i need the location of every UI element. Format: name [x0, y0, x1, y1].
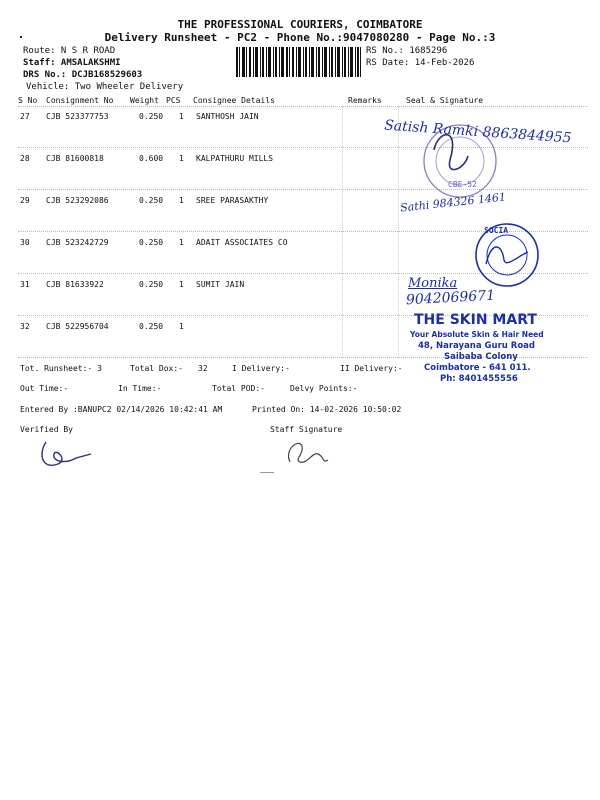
row-pcs: 1	[179, 154, 184, 163]
vehicle-label: Vehicle: Two Wheeler Delivery	[26, 82, 184, 92]
rs-no-label: RS No.: 1685296	[366, 46, 448, 56]
row-pcs: 1	[179, 238, 184, 247]
row-weight: 0.250	[139, 280, 164, 289]
remarks-column-divider	[342, 106, 343, 358]
ii-delivery-label: II Delivery:-	[340, 364, 403, 373]
scan-mark	[20, 36, 22, 38]
total-pod-label: Total POD:-	[212, 384, 265, 393]
row-pcs: 1	[179, 196, 184, 205]
skin-mart-address1: 48, Narayana Guru Road	[418, 341, 535, 351]
row-sno: 31	[20, 280, 30, 289]
row-consignee: ADAIT ASSOCIATES CO	[196, 238, 288, 247]
row-sno: 29	[20, 196, 30, 205]
handwriting-row27: Satish Ramki 8863844955	[383, 117, 573, 147]
verified-by-label: Verified By	[20, 425, 73, 434]
handwriting-row29: Sathi 984326 1461	[399, 190, 507, 215]
runsheet-title: Delivery Runsheet - PC2 - Phone No.:9047080280 - Page No.:3	[104, 31, 496, 44]
row-consignment: CJB 523242729	[46, 238, 109, 247]
row-consignee: SUMIT JAIN	[196, 280, 245, 289]
row-consignment: CJB 522956704	[46, 322, 109, 331]
row-consignee: KALPATHURU MILLS	[196, 154, 274, 163]
table-header-divider	[18, 106, 588, 107]
col-seal: Seal & Signature	[406, 96, 484, 105]
skin-mart-address3: Coimbatore - 641 011.	[424, 363, 531, 373]
row-consignment: CJB 523377753	[46, 112, 109, 121]
row-pcs: 1	[179, 280, 184, 289]
row-consignment: CJB 523292086	[46, 196, 109, 205]
row-consignee: SREE PARASAKTHY	[196, 196, 269, 205]
printed-on: Printed On: 14-02-2026 10:50:02	[252, 405, 402, 414]
row-weight: 0.600	[139, 154, 164, 163]
entered-by: Entered By :BANUPC2 02/14/2026 10:42:41 AM	[20, 405, 223, 414]
row-weight: 0.250	[139, 196, 164, 205]
skin-mart-tagline: Your Absolute Skin & Hair Need	[410, 330, 544, 339]
i-delivery-label: I Delivery:-	[232, 364, 290, 373]
row-sno: 27	[20, 112, 30, 121]
row-sno: 30	[20, 238, 30, 247]
company-title: THE PROFESSIONAL COURIERS, COIMBATORE	[177, 18, 423, 31]
row-consignment: CJB 81600818	[46, 154, 104, 163]
skin-mart-phone: Ph: 8401455556	[440, 374, 518, 384]
stamp-socia-text: SOCIA	[484, 226, 509, 235]
col-pcs: PCS	[166, 96, 181, 105]
out-time-label: Out Time:-	[20, 384, 69, 393]
col-sno: S No	[18, 96, 38, 105]
scan-mark	[260, 472, 274, 473]
row-pcs: 1	[179, 112, 184, 121]
staff-signature	[282, 432, 332, 468]
row-consignee: SANTHOSH JAIN	[196, 112, 259, 121]
rs-date-label: RS Date: 14-Feb-2026	[366, 58, 475, 68]
seal-column-divider	[398, 106, 399, 358]
total-dox-label: Total Dox:-	[130, 364, 183, 373]
skin-mart-address2: Saibaba Colony	[444, 352, 518, 362]
col-consignee: Consignee Details	[193, 96, 275, 105]
row-weight: 0.250	[139, 238, 164, 247]
row-weight: 0.250	[139, 322, 164, 331]
in-time-label: In Time:-	[118, 384, 162, 393]
total-dox-value: 32	[198, 364, 208, 373]
handwriting-row31-phone: 9042069671	[405, 287, 496, 309]
col-consignment: Consignment No	[46, 96, 114, 105]
col-remarks: Remarks	[348, 96, 382, 105]
skin-mart-name: THE SKIN MART	[414, 312, 537, 328]
staff-label: Staff: AMSALAKSHMI	[23, 58, 121, 68]
tot-runsheet: Tot. Runsheet:- 3	[20, 364, 102, 373]
route-label: Route: N S R ROAD	[23, 46, 116, 56]
barcode	[236, 47, 361, 77]
row-sno: 28	[20, 154, 30, 163]
staff-signature-label: Staff Signature	[270, 425, 343, 434]
drs-label: DRS No.: DCJB168529603	[23, 70, 143, 80]
row-divider	[18, 147, 588, 148]
row-weight: 0.250	[139, 112, 164, 121]
row-consignment: CJB 81633922	[46, 280, 104, 289]
row-pcs: 1	[179, 322, 184, 331]
stamp-cbe-text: CBE-52	[448, 180, 477, 189]
verified-signature	[36, 434, 106, 476]
col-weight: Weight	[130, 96, 159, 105]
delvy-points-label: Delvy Points:-	[290, 384, 358, 393]
handwriting-row31-name: Monika	[408, 276, 458, 291]
row-sno: 32	[20, 322, 30, 331]
